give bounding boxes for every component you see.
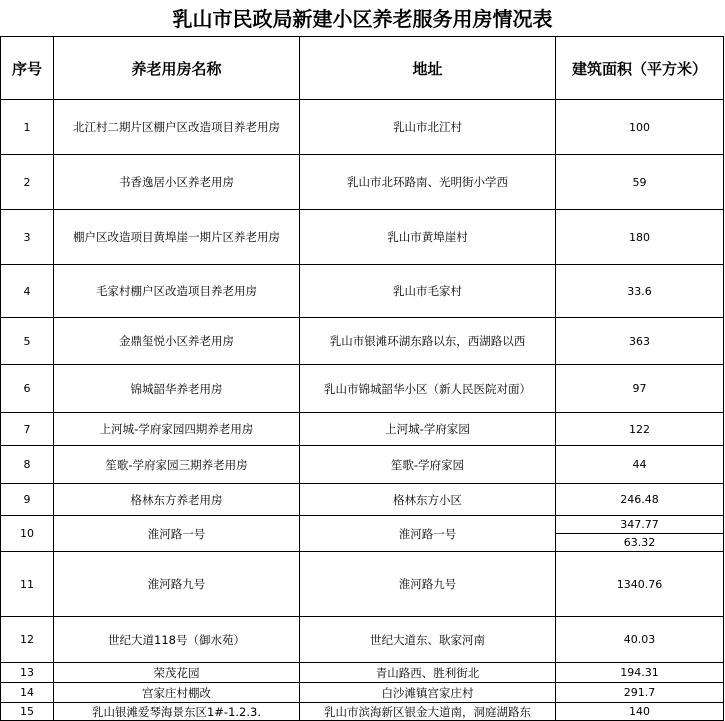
cell-address: 乳山市滨海新区银金大道南，洞庭湖路东 (300, 703, 556, 721)
table-row (1, 318, 724, 365)
cell-name: 乳山银滩爱琴海景东区1#-1.2.3. (54, 703, 300, 721)
cell-name: 毛家村棚户区改造项目养老用房 (54, 265, 300, 318)
table-row (1, 155, 724, 210)
cell-seq: 9 (1, 484, 54, 516)
cell-area-b: 63.32 (623, 536, 656, 549)
cell-seq: 4 (1, 265, 54, 318)
cell-area: 291.7 (556, 683, 724, 703)
cell-name: 书香逸居小区养老用房 (54, 155, 300, 210)
cell-area: 44 (556, 446, 724, 484)
table-row (1, 265, 724, 318)
table-row (1, 100, 724, 155)
cell-seq: 7 (1, 413, 54, 446)
table-row (1, 516, 724, 552)
cell-name: 笙歌-学府家园三期养老用房 (54, 446, 300, 484)
table-row (1, 617, 724, 663)
cell-address: 笙歌-学府家园 (300, 446, 556, 484)
table-row (1, 683, 724, 703)
cell-name: 格林东方养老用房 (54, 484, 300, 516)
cell-address: 乳山市银滩环湖东路以东，西湖路以西 (300, 318, 556, 365)
cell-address: 乳山市锦城韶华小区（新人民医院对面） (300, 365, 556, 413)
cell-seq: 3 (1, 210, 54, 265)
cell-area: 100 (556, 100, 724, 155)
cell-area: 246.48 (556, 484, 724, 516)
table-row (1, 365, 724, 413)
cell-address: 世纪大道东、耿家河南 (300, 617, 556, 663)
cell-address: 乳山市北江村 (300, 100, 556, 155)
cell-seq: 1 (1, 100, 54, 155)
cell-name: 世纪大道118号（御水苑） (54, 617, 300, 663)
cell-address: 淮河路一号 (300, 516, 556, 552)
cell-name: 棚户区改造项目黄埠崖一期片区养老用房 (54, 210, 300, 265)
header-seq: 序号 (1, 37, 54, 100)
table-row (1, 484, 724, 516)
cell-name: 淮河路九号 (54, 552, 300, 617)
cell-seq: 5 (1, 318, 54, 365)
cell-area: 33.6 (556, 265, 724, 318)
cell-address: 乳山市黄埠崖村 (300, 210, 556, 265)
cell-address: 乳山市毛家村 (300, 265, 556, 318)
cell-seq: 12 (1, 617, 54, 663)
cell-area-split (556, 516, 724, 552)
cell-area: 59 (556, 155, 724, 210)
cell-area: 140 (556, 703, 724, 721)
cell-seq: 10 (1, 516, 54, 552)
header-name: 养老用房名称 (54, 37, 300, 100)
housing-table (0, 36, 724, 721)
cell-name: 上河城-学府家园四期养老用房 (54, 413, 300, 446)
cell-seq: 11 (1, 552, 54, 617)
cell-seq: 8 (1, 446, 54, 484)
cell-name: 锦城韶华养老用房 (54, 365, 300, 413)
area-split-table (556, 516, 723, 551)
cell-seq: 14 (1, 683, 54, 703)
cell-name: 北江村二期片区棚户区改造项目养老用房 (54, 100, 300, 155)
header-address: 地址 (300, 37, 556, 100)
header-row (1, 37, 724, 100)
cell-name: 金鼎玺悦小区养老用房 (54, 318, 300, 365)
cell-address: 格林东方小区 (300, 484, 556, 516)
cell-name: 宫家庄村棚改 (54, 683, 300, 703)
cell-address: 白沙滩镇宫家庄村 (300, 683, 556, 703)
cell-address: 淮河路九号 (300, 552, 556, 617)
table-row (1, 413, 724, 446)
table-row (1, 210, 724, 265)
cell-address: 上河城-学府家园 (300, 413, 556, 446)
table-row (1, 446, 724, 484)
cell-area: 122 (556, 413, 724, 446)
cell-seq: 13 (1, 663, 54, 683)
cell-area: 40.03 (556, 617, 724, 663)
cell-address: 乳山市北环路南、光明街小学西 (300, 155, 556, 210)
cell-name: 荣茂花园 (54, 663, 300, 683)
cell-address: 青山路西、胜利街北 (300, 663, 556, 683)
page-title: 乳山市民政局新建小区养老服务用房情况表 (172, 7, 553, 31)
cell-name: 淮河路一号 (54, 516, 300, 552)
cell-area: 1340.76 (556, 552, 724, 617)
cell-area-a: 347.77 (556, 516, 723, 534)
table-row (1, 703, 724, 721)
header-area: 建筑面积（平方米） (556, 37, 724, 100)
cell-area: 194.31 (556, 663, 724, 683)
cell-seq: 2 (1, 155, 54, 210)
table-row (1, 552, 724, 617)
cell-seq: 15 (1, 703, 54, 721)
cell-seq: 6 (1, 365, 54, 413)
cell-area: 97 (556, 365, 724, 413)
table-row (1, 663, 724, 683)
cell-area: 180 (556, 210, 724, 265)
cell-area: 363 (556, 318, 724, 365)
